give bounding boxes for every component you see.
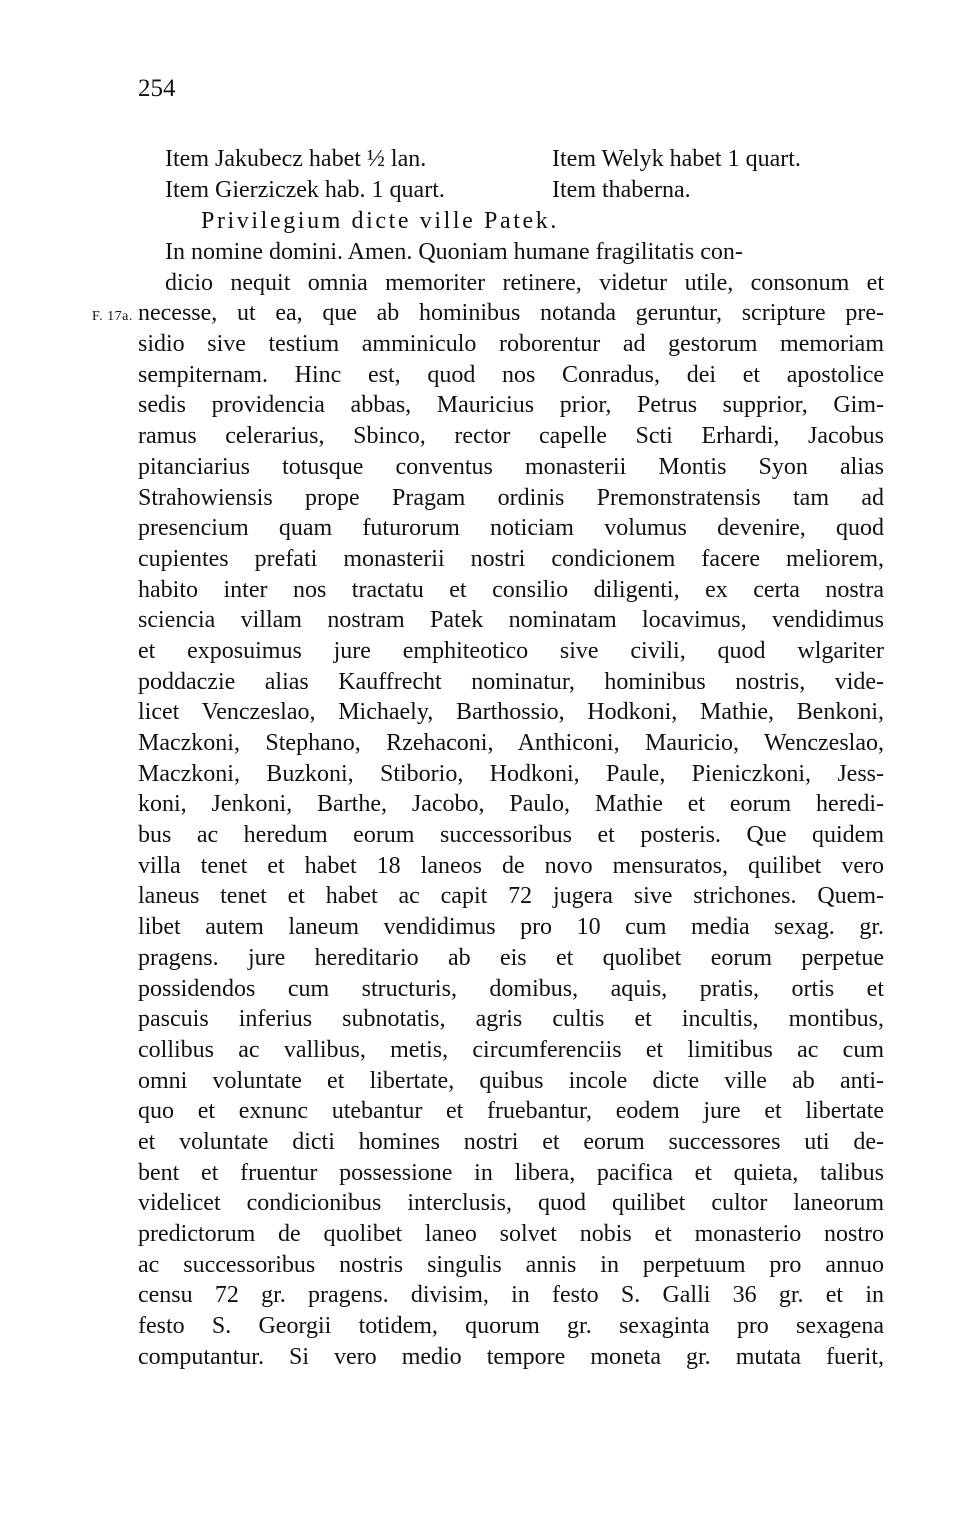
text-line: et voluntate dicti homines nostri et eorum successores uti de-: [138, 1128, 884, 1155]
text-line: predictorum de quolibet laneo solvet nobis et monasterio nostro: [138, 1221, 884, 1247]
text-line: pragens. jure hereditario ab eis et quolibet eorum perpetue: [138, 944, 884, 971]
text-line: censu 72 gr. pragens. divisim, in festo S. Galli 36 gr. et in: [138, 1282, 884, 1309]
text-line: possidendos cum structuris, domibus, aquis, pratis, ortis et: [138, 975, 884, 1002]
body-text: [138, 237, 884, 1372]
entry-row: [165, 175, 895, 206]
text-line: In nomine domini. Amen. Quoniam humane fragilitatis con-: [165, 239, 743, 265]
margin-folio-note: F. 17a.: [92, 309, 133, 324]
text-line: sedis providencia abbas, Mauricius prior, Petrus supprior, Gim-: [138, 392, 884, 419]
entry-right: Item thaberna.: [552, 177, 691, 203]
text-line: pascuis inferius subnotatis, agris cultis et incultis, montibus,: [138, 1006, 884, 1033]
text-line: presencium quam futurorum noticiam volumus devenire, quod: [138, 515, 884, 542]
text-line: necesse, ut ea, que ab hominibus notanda geruntur, scripture pre-: [138, 300, 884, 327]
text-line: sidio sive testium amminiculo roborentur ad gestorum memoriam: [138, 331, 884, 358]
text-line: koni, Jenkoni, Barthe, Jacobo, Paulo, Mathie et eorum heredi-: [138, 791, 884, 818]
text-line: collibus ac vallibus, metis, circumferenciis et limitibus ac cum: [138, 1036, 884, 1063]
page-number: 254: [138, 75, 176, 102]
text-line: cupientes prefati monasterii nostri condicionem facere meliorem,: [138, 545, 884, 572]
entry-left: Item Jakubecz habet ½ lan.: [165, 146, 427, 172]
entry-row: [165, 144, 895, 175]
entry-right: Item Welyk habet 1 quart.: [552, 146, 801, 172]
text-line: Maczkoni, Buzkoni, Stiborio, Hodkoni, Paule, Pieniczkoni, Jess-: [138, 760, 884, 787]
text-line: quo et exnunc utebantur et fruebantur, eodem jure et libertate: [138, 1098, 884, 1125]
text-line: libet autem laneum vendidimus pro 10 cum media sexag. gr.: [138, 914, 884, 941]
text-line: bus ac heredum eorum successoribus et posteris. Que quidem: [138, 822, 884, 849]
text-line: habito inter nos tractatu et consilio diligenti, ex certa nostra: [138, 576, 884, 603]
text-line: sciencia villam nostram Patek nominatam locavimus, vendidimus: [138, 607, 884, 634]
text-line: bent et fruentur possessione in libera, pacifica et quieta, talibus: [138, 1159, 884, 1186]
text-line: pitanciarius totusque conventus monasterii Montis Syon alias: [138, 453, 884, 480]
text-line: laneus tenet et habet ac capit 72 jugera sive strichones. Quem-: [138, 883, 884, 910]
text-line: omni voluntate et libertate, quibus incole dicte ville ab anti-: [138, 1067, 884, 1094]
text-line: dicio nequit omnia memoriter retinere, videtur utile, consonum et: [165, 269, 884, 296]
entry-left: Item Gierziczek hab. 1 quart.: [165, 177, 445, 203]
text-line: computantur. Si vero medio tempore moneta gr. mutata fuerit,: [138, 1343, 884, 1370]
section-heading: Privilegium dicte ville Patek.: [201, 208, 559, 234]
text-line: festo S. Georgii totidem, quorum gr. sexaginta pro sexagena: [138, 1313, 884, 1340]
text-line: ramus celerarius, Sbinco, rector capelle Scti Erhardi, Jacobus: [138, 423, 884, 450]
text-line: Strahowiensis prope Pragam ordinis Premonstratensis tam ad: [138, 484, 884, 511]
text-line: poddaczie alias Kauffrecht nominatur, hominibus nostris, vide-: [138, 668, 884, 695]
text-line: ac successoribus nostris singulis annis in perpetuum pro annuo: [138, 1251, 884, 1278]
text-line: et exposuimus jure emphiteotico sive civili, quod wlgariter: [138, 637, 884, 664]
item-entries: [165, 144, 895, 206]
text-line: videlicet condicionibus interclusis, quod quilibet cultor laneorum: [138, 1190, 884, 1217]
text-line: Maczkoni, Stephano, Rzehaconi, Anthiconi, Mauricio, Wenczeslao,: [138, 730, 884, 756]
text-line: villa tenet et habet 18 laneos de novo mensuratos, quilibet vero: [138, 852, 884, 879]
text-line: licet Venczeslao, Michaely, Barthossio, Hodkoni, Mathie, Benkoni,: [138, 699, 884, 726]
text-line: sempiternam. Hinc est, quod nos Conradus, dei et apostolice: [138, 361, 884, 388]
